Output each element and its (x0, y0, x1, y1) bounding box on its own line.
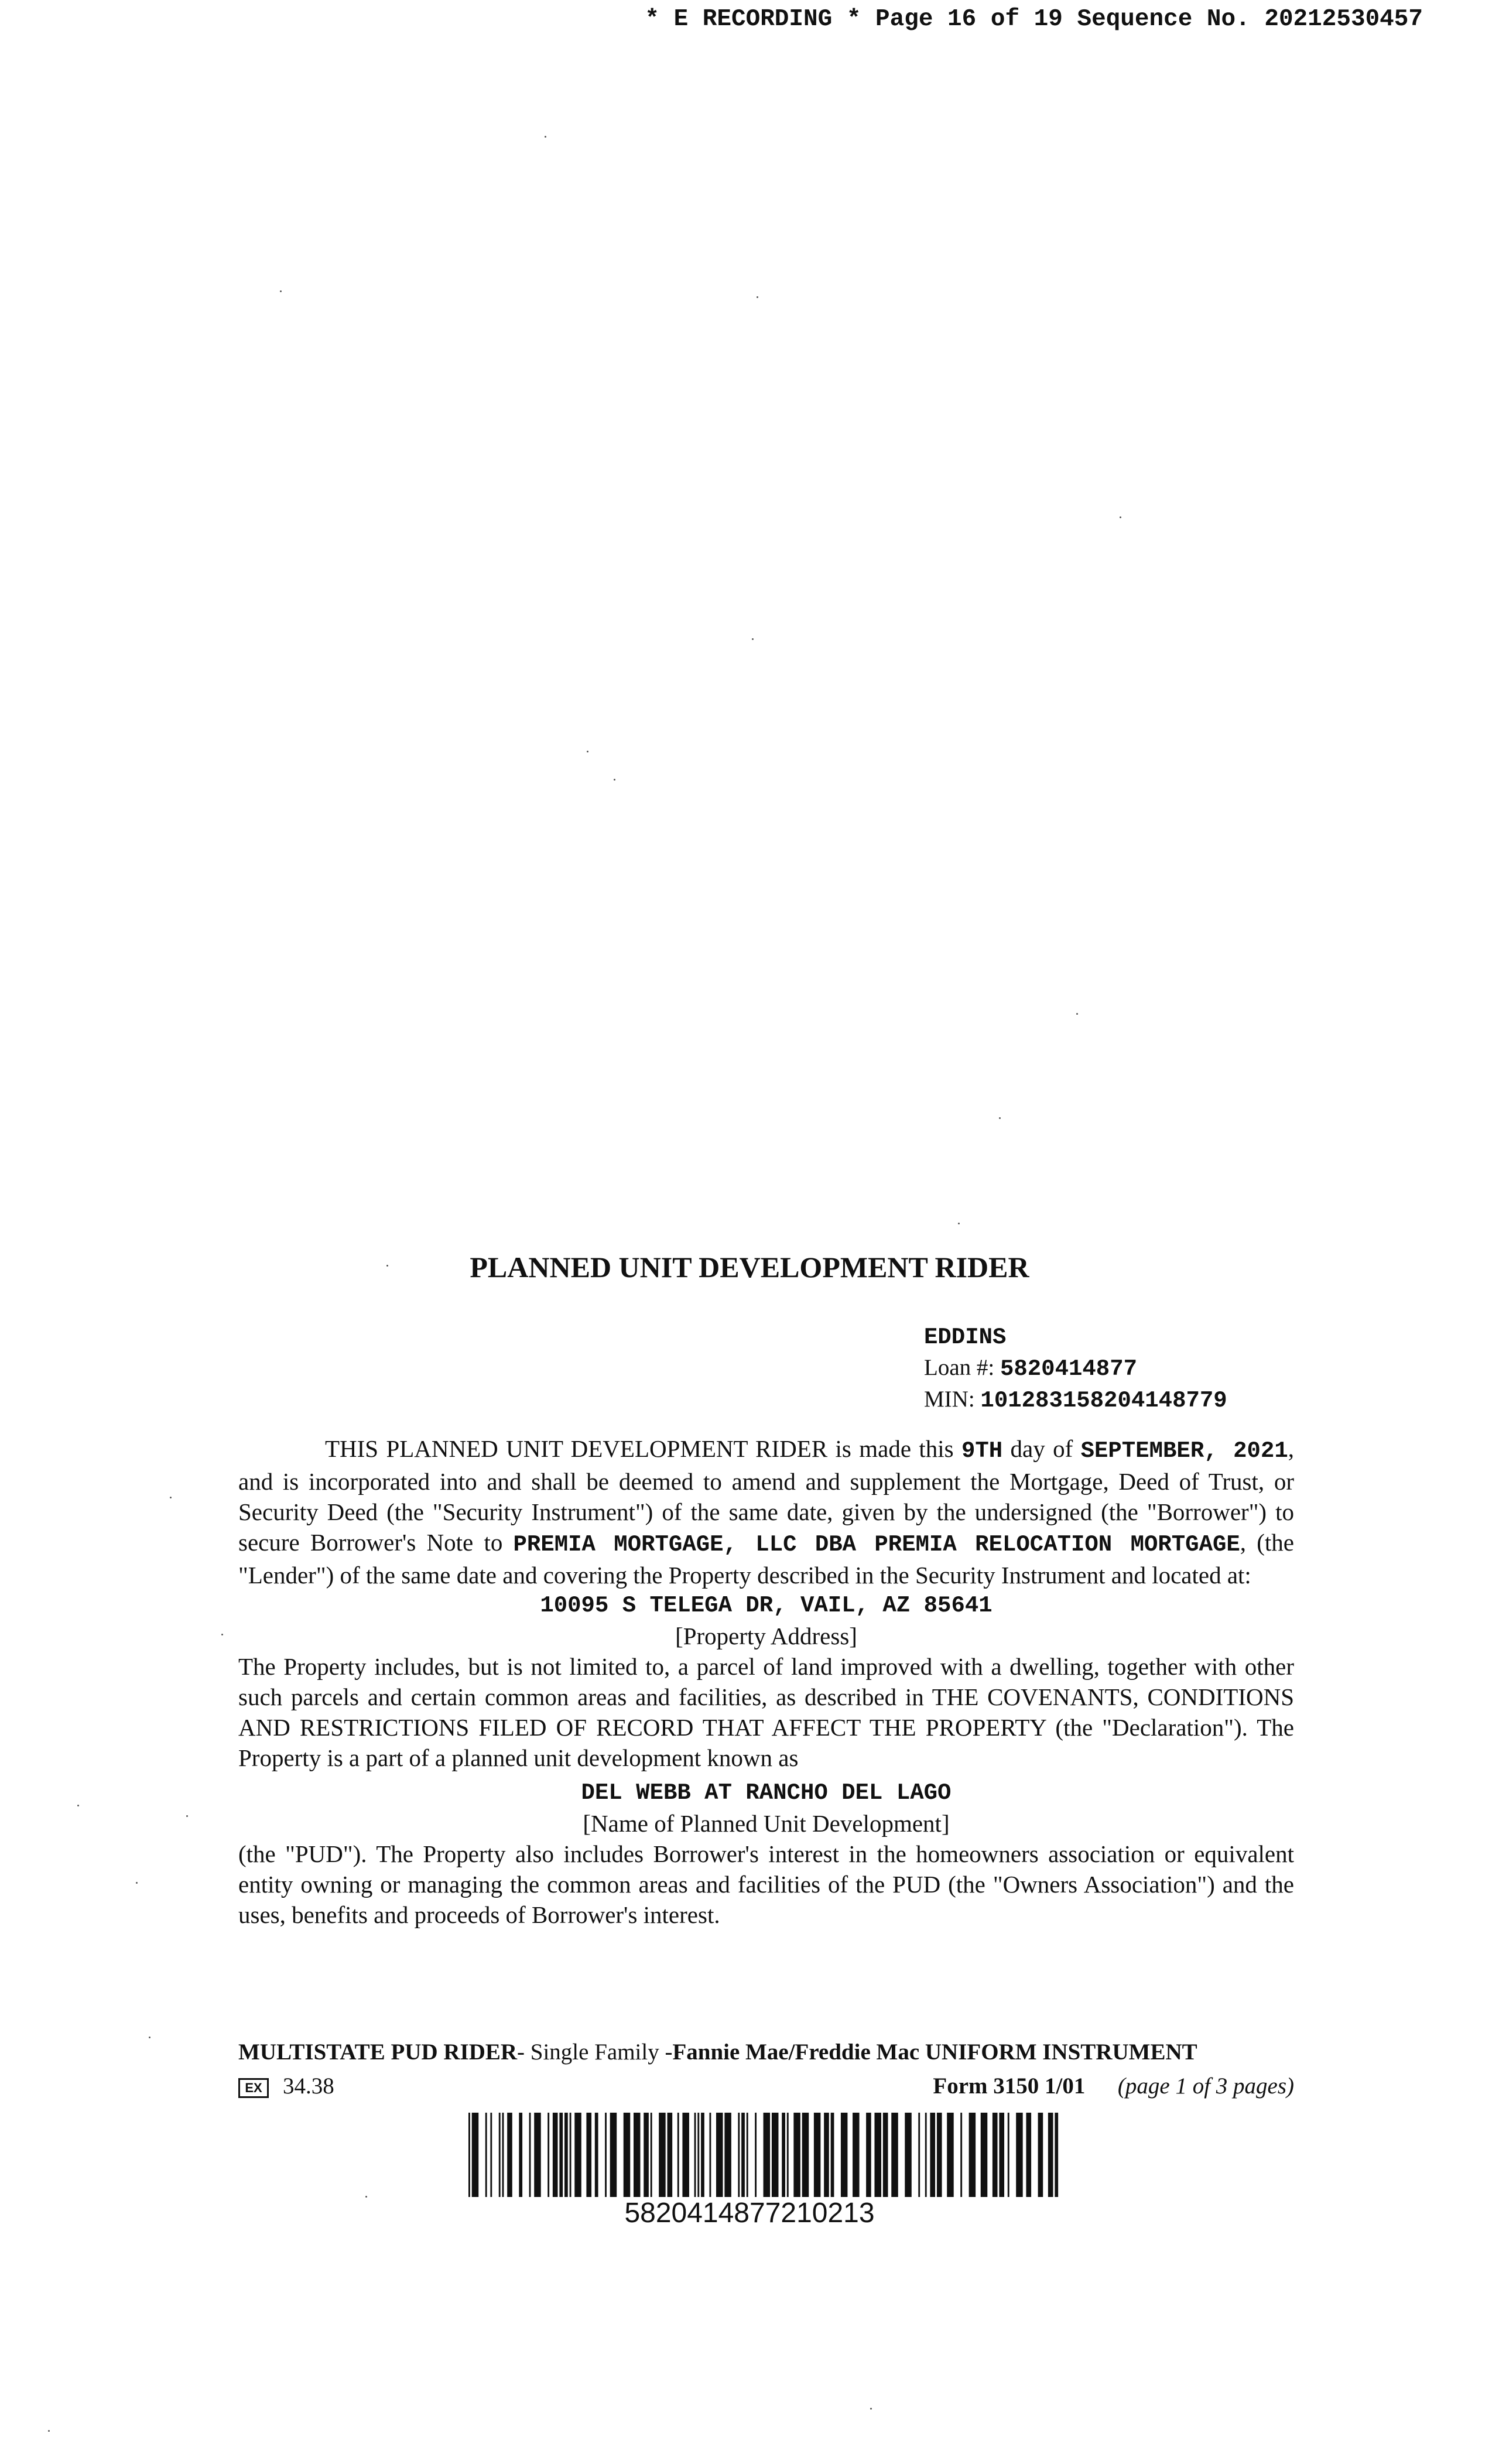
pud-caption: [Name of Planned Unit Development] (583, 1810, 950, 1837)
barcode-bar (993, 2113, 998, 2197)
recording-header: * E RECORDING * Page 16 of 19 Sequence No. 20212530457 (645, 6, 1423, 33)
scan-speck (386, 1265, 388, 1267)
barcode (468, 2113, 1060, 2197)
barcode-bar (814, 2113, 821, 2197)
barcode-bar (553, 2113, 558, 2197)
barcode-bar (764, 2113, 771, 2197)
barcode-bar (841, 2113, 848, 2197)
scan-speck (48, 2430, 50, 2432)
barcode-bar (502, 2113, 504, 2197)
loan-number: 5820414877 (1000, 1356, 1138, 1382)
barcode-bar (874, 2113, 881, 2197)
barcode-bar (1026, 2113, 1031, 2197)
barcode-bar (468, 2113, 470, 2197)
form-source: Fannie Mae/Freddie Mac UNIFORM INSTRUMENT (672, 2039, 1197, 2065)
barcode-bar (1016, 2113, 1023, 2197)
intro-text-b: day of (1002, 1435, 1081, 1462)
barcode-bar (905, 2113, 912, 2197)
barcode-bar (564, 2113, 568, 2197)
barcode-bar (866, 2113, 871, 2197)
min-label: MIN: (924, 1387, 975, 1412)
property-address-caption: [Property Address] (675, 1623, 857, 1649)
barcode-bar (668, 2113, 673, 2197)
page-info: (page 1 of 3 pages) (1117, 2073, 1294, 2099)
loan-info-block (924, 1322, 1227, 1416)
barcode-bar (547, 2113, 549, 2197)
scan-speck (1120, 516, 1121, 518)
barcode-bar (574, 2113, 581, 2197)
pud-definition-paragraph: (the "PUD"). The Property also includes Borrower's interest in the homeowners association or equivalent entity owning or managing the common areas and facilities of the PUD (the "Owners Association") and the uses, benefits and proceeds of Borrower's interest. (238, 1840, 1294, 1928)
barcode-bar (937, 2113, 942, 2197)
lender-name: PREMIA MORTGAGE, LLC DBA PREMIA RELOCATION MORTGAGE (513, 1532, 1240, 1558)
barcode-bar (747, 2113, 748, 2197)
form-name: MULTISTATE PUD RIDER (238, 2039, 518, 2065)
barcode-bar (659, 2113, 666, 2197)
scan-speck (170, 1497, 172, 1498)
intro-text-c: , and is incorporated into and shall be deemed to amend and supplement the Mortgage, Deed of Trust, or Security Deed (the "Security Instrument") of the same date, given by the undersigned (the "Borrower") to secure Borrower's Note to (238, 1435, 1295, 1556)
barcode-bar (831, 2113, 834, 2197)
pud-name: DEL WEBB AT RANCHO DEL LAGO (581, 1780, 952, 1806)
barcode-bar (891, 2113, 898, 2197)
scan-speck (365, 2196, 367, 2198)
barcode-bar (610, 2113, 617, 2197)
scan-speck (752, 638, 754, 640)
scan-speck (757, 296, 758, 298)
barcode-bar (824, 2113, 829, 2197)
barcode-bar (697, 2113, 699, 2197)
barcode-bar (570, 2113, 571, 2197)
form-desc: - Single Family - (517, 2039, 673, 2065)
rider-month-year: SEPTEMBER, 2021 (1080, 1438, 1288, 1464)
barcode-bar (1048, 2113, 1053, 2197)
barcode-bar (1008, 2113, 1009, 2197)
scan-speck (136, 1882, 138, 1884)
barcode-bar (709, 2113, 711, 2197)
property-description-paragraph: The Property includes, but is not limited to, a parcel of land improved with a dwelling, together with other such parcels and certain common areas and facilities, as described in THE COVENANTS, CONDITIONS AND RESTRICTIONS FILED OF RECORD THAT AFFECT THE PROPERTY (the "Declaration"). The Property is a part of a planned unit development known as (238, 1653, 1294, 1771)
barcode-bar (930, 2113, 935, 2197)
barcode-bar (595, 2113, 598, 2197)
barcode-bar (485, 2113, 487, 2197)
barcode-bar (634, 2113, 641, 2197)
barcode-bar (682, 2113, 689, 2197)
scan-speck (870, 2408, 872, 2410)
barcode-bar (960, 2113, 962, 2197)
document-title: PLANNED UNIT DEVELOPMENT RIDER (470, 1251, 1029, 1284)
scan-speck (958, 1223, 960, 1224)
barcode-bar (999, 2113, 1004, 2197)
barcode-bar (981, 2113, 988, 2197)
barcode-bar (925, 2113, 927, 2197)
form-number: Form 3150 1/01 (933, 2073, 1086, 2099)
scan-speck (149, 2037, 150, 2038)
barcode-bar (947, 2113, 954, 2197)
barcode-bar (724, 2113, 731, 2197)
barcode-bar (677, 2113, 679, 2197)
scan-speck (587, 751, 588, 752)
barcode-bar (499, 2113, 501, 2197)
barcode-bar (738, 2113, 740, 2197)
property-address: 10095 S TELEGA DR, VAIL, AZ 85641 (540, 1593, 993, 1618)
scan-speck (221, 1634, 223, 1635)
barcode-bar (472, 2113, 479, 2197)
barcode-bar (534, 2113, 541, 2197)
barcode-bar (694, 2113, 696, 2197)
intro-text-a: THIS PLANNED UNIT DEVELOPMENT RIDER is made this (325, 1435, 961, 1462)
barcode-bar (651, 2113, 652, 2197)
barcode-bar (529, 2113, 531, 2197)
scan-speck (545, 136, 546, 138)
barcode-bar (1055, 2113, 1058, 2197)
rider-body (238, 1433, 1294, 1930)
intro-paragraph (238, 1433, 1294, 1590)
barcode-bar (701, 2113, 704, 2197)
barcode-bar (490, 2113, 492, 2197)
barcode-number: 5820414877210213 (624, 2198, 875, 2229)
barcode-bar (918, 2113, 920, 2197)
barcode-bar (787, 2113, 789, 2197)
barcode-bar (624, 2113, 631, 2197)
min-number: 101283158204148779 (980, 1388, 1227, 1414)
form-version: 34.38 (283, 2073, 334, 2099)
scan-speck (614, 779, 615, 781)
barcode-bar (883, 2113, 888, 2197)
form-footer-line (238, 2039, 1294, 2065)
scan-speck (280, 290, 282, 292)
barcode-bar (782, 2113, 785, 2197)
scan-speck (999, 1117, 1001, 1119)
barcode-bar (772, 2113, 779, 2197)
scan-speck (1076, 1013, 1078, 1015)
barcode-bar (507, 2113, 512, 2197)
barcode-bar (793, 2113, 800, 2197)
borrower-name: EDDINS (924, 1325, 1007, 1350)
barcode-bar (559, 2113, 563, 2197)
barcode-bar (969, 2113, 976, 2197)
barcode-bar (644, 2113, 649, 2197)
loan-number-label: Loan #: (924, 1355, 995, 1380)
form-footer-meta (238, 2073, 1294, 2103)
barcode-bar (586, 2113, 591, 2197)
barcode-bar (1038, 2113, 1043, 2197)
barcode-bar (755, 2113, 757, 2197)
ellie-mae-icon: EX (238, 2078, 269, 2098)
barcode-bar (853, 2113, 860, 2197)
barcode-bar (605, 2113, 607, 2197)
scan-speck (186, 1815, 188, 1817)
barcode-bar (802, 2113, 809, 2197)
rider-day: 9TH (961, 1438, 1003, 1464)
barcode-bar (716, 2113, 723, 2197)
scan-speck (77, 1805, 79, 1806)
barcode-bar (519, 2113, 522, 2197)
intro-text-d: , (the "Lender") of the same date and covering the Property described in the Security Instrument and located at: (238, 1529, 1294, 1589)
barcode-bar (741, 2113, 745, 2197)
